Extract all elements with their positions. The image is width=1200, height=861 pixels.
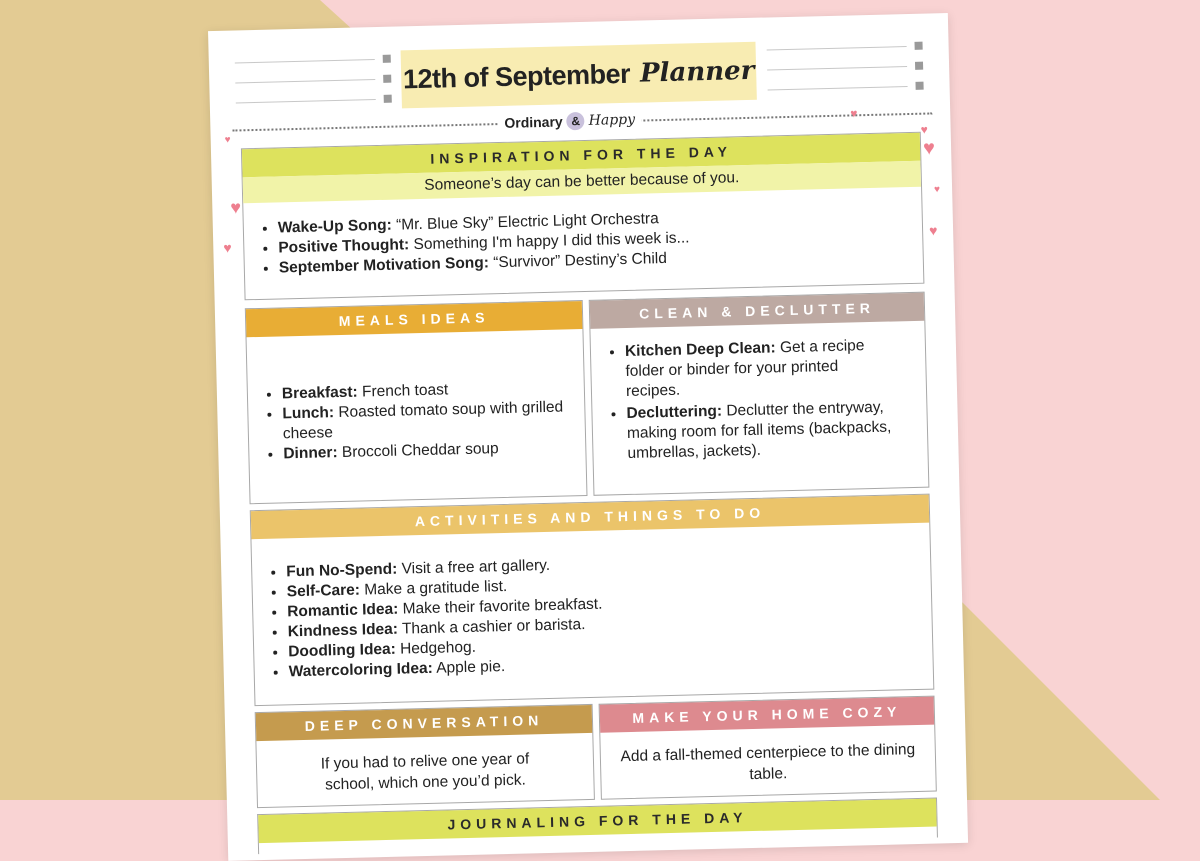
checkbox-square bbox=[383, 75, 391, 83]
page-title bbox=[401, 42, 757, 109]
clean-list bbox=[595, 335, 898, 464]
inspiration-section bbox=[241, 132, 925, 301]
header-rule bbox=[236, 99, 376, 103]
list-item: • Doodling Idea: Hedgehog. bbox=[288, 635, 604, 663]
checkbox-square bbox=[383, 55, 391, 63]
list-item: • Positive Thought: Something I'm happy I did this week is... bbox=[278, 228, 690, 258]
cozy-text: Add a fall-themed centerpiece to the dining table. bbox=[620, 741, 916, 784]
checkbox-square bbox=[915, 62, 923, 70]
journaling-section bbox=[257, 798, 938, 855]
brand-ampersand: & bbox=[566, 112, 584, 130]
cozy-section bbox=[599, 696, 937, 800]
header-rule bbox=[767, 46, 907, 50]
header-rule bbox=[235, 59, 375, 63]
inspiration-list bbox=[248, 208, 691, 279]
activities-header: ACTIVITIES AND THINGS TO DO bbox=[251, 495, 929, 540]
journaling-header: JOURNALING FOR THE DAY bbox=[258, 799, 936, 844]
list-item: • Watercoloring Idea: Apple pie. bbox=[288, 655, 604, 683]
list-item: • Kitchen Deep Clean: Get a recipe folder or binder for your printed recipes. bbox=[625, 335, 896, 402]
brand-right: Happy bbox=[588, 111, 636, 129]
heart-icon: ♥ bbox=[928, 222, 938, 239]
heart-icon: ♥ bbox=[223, 239, 232, 256]
header-rule bbox=[235, 79, 375, 83]
inspiration-quote: Someone’s day can be better because of you. bbox=[243, 161, 921, 204]
list-item: • Breakfast: French toast bbox=[282, 377, 572, 404]
meals-section bbox=[245, 300, 588, 504]
list-item: • Decluttering: Declutter the entryway, making room for fall items (backpacks, umbrellas, jackets). bbox=[626, 397, 897, 464]
list-item: • Kindness Idea: Thank a cashier or barista. bbox=[287, 615, 603, 643]
planner-page bbox=[208, 13, 968, 861]
inspiration-header: INSPIRATION FOR THE DAY bbox=[242, 133, 920, 178]
meals-list bbox=[252, 377, 574, 465]
activities-list bbox=[256, 555, 604, 683]
cozy-header: MAKE YOUR HOME COZY bbox=[600, 697, 935, 733]
heart-icon: ♥ bbox=[224, 134, 231, 146]
list-item: • September Motivation Song: “Survivor” Destiny’s Child bbox=[279, 248, 691, 278]
list-item: • Romantic Idea: Make their favorite breakfast. bbox=[287, 595, 603, 623]
heart-icon: ♥ bbox=[920, 122, 928, 137]
activities-section bbox=[250, 494, 935, 707]
list-item: • Dinner: Broccoli Cheddar soup bbox=[283, 437, 573, 464]
brand-left: Ordinary bbox=[504, 113, 563, 131]
clean-declutter-section bbox=[589, 292, 930, 496]
list-item: • Fun No-Spend: Visit a free art gallery. bbox=[286, 555, 602, 583]
meals-header: MEALS IDEAS bbox=[246, 301, 583, 337]
header-rule bbox=[767, 66, 907, 70]
header-rule bbox=[768, 86, 908, 90]
conversation-section bbox=[255, 704, 595, 808]
conversation-text: If you had to relive one year of school, which one you’d pick. bbox=[320, 750, 530, 794]
heart-icon: ♥ bbox=[230, 197, 242, 218]
brand-logo bbox=[498, 111, 641, 132]
checkbox-square bbox=[915, 82, 923, 90]
checkbox-square bbox=[915, 42, 923, 50]
clean-header: CLEAN & DECLUTTER bbox=[590, 293, 925, 329]
heart-icon: ♥ bbox=[850, 106, 858, 121]
conversation-header: DEEP CONVERSATION bbox=[256, 705, 593, 741]
title-accent: Planner bbox=[639, 55, 755, 89]
list-item: • Self-Care: Make a gratitude list. bbox=[287, 575, 603, 603]
heart-icon: ♥ bbox=[933, 184, 941, 196]
title-main: 12th of September bbox=[402, 58, 631, 94]
list-item: • Wake-Up Song: “Mr. Blue Sky” Electric Light Orchestra bbox=[278, 208, 690, 238]
heart-icon: ♥ bbox=[922, 137, 936, 160]
list-item: • Lunch: Roasted tomato soup with grilled cheese bbox=[282, 397, 573, 444]
checkbox-square bbox=[384, 95, 392, 103]
